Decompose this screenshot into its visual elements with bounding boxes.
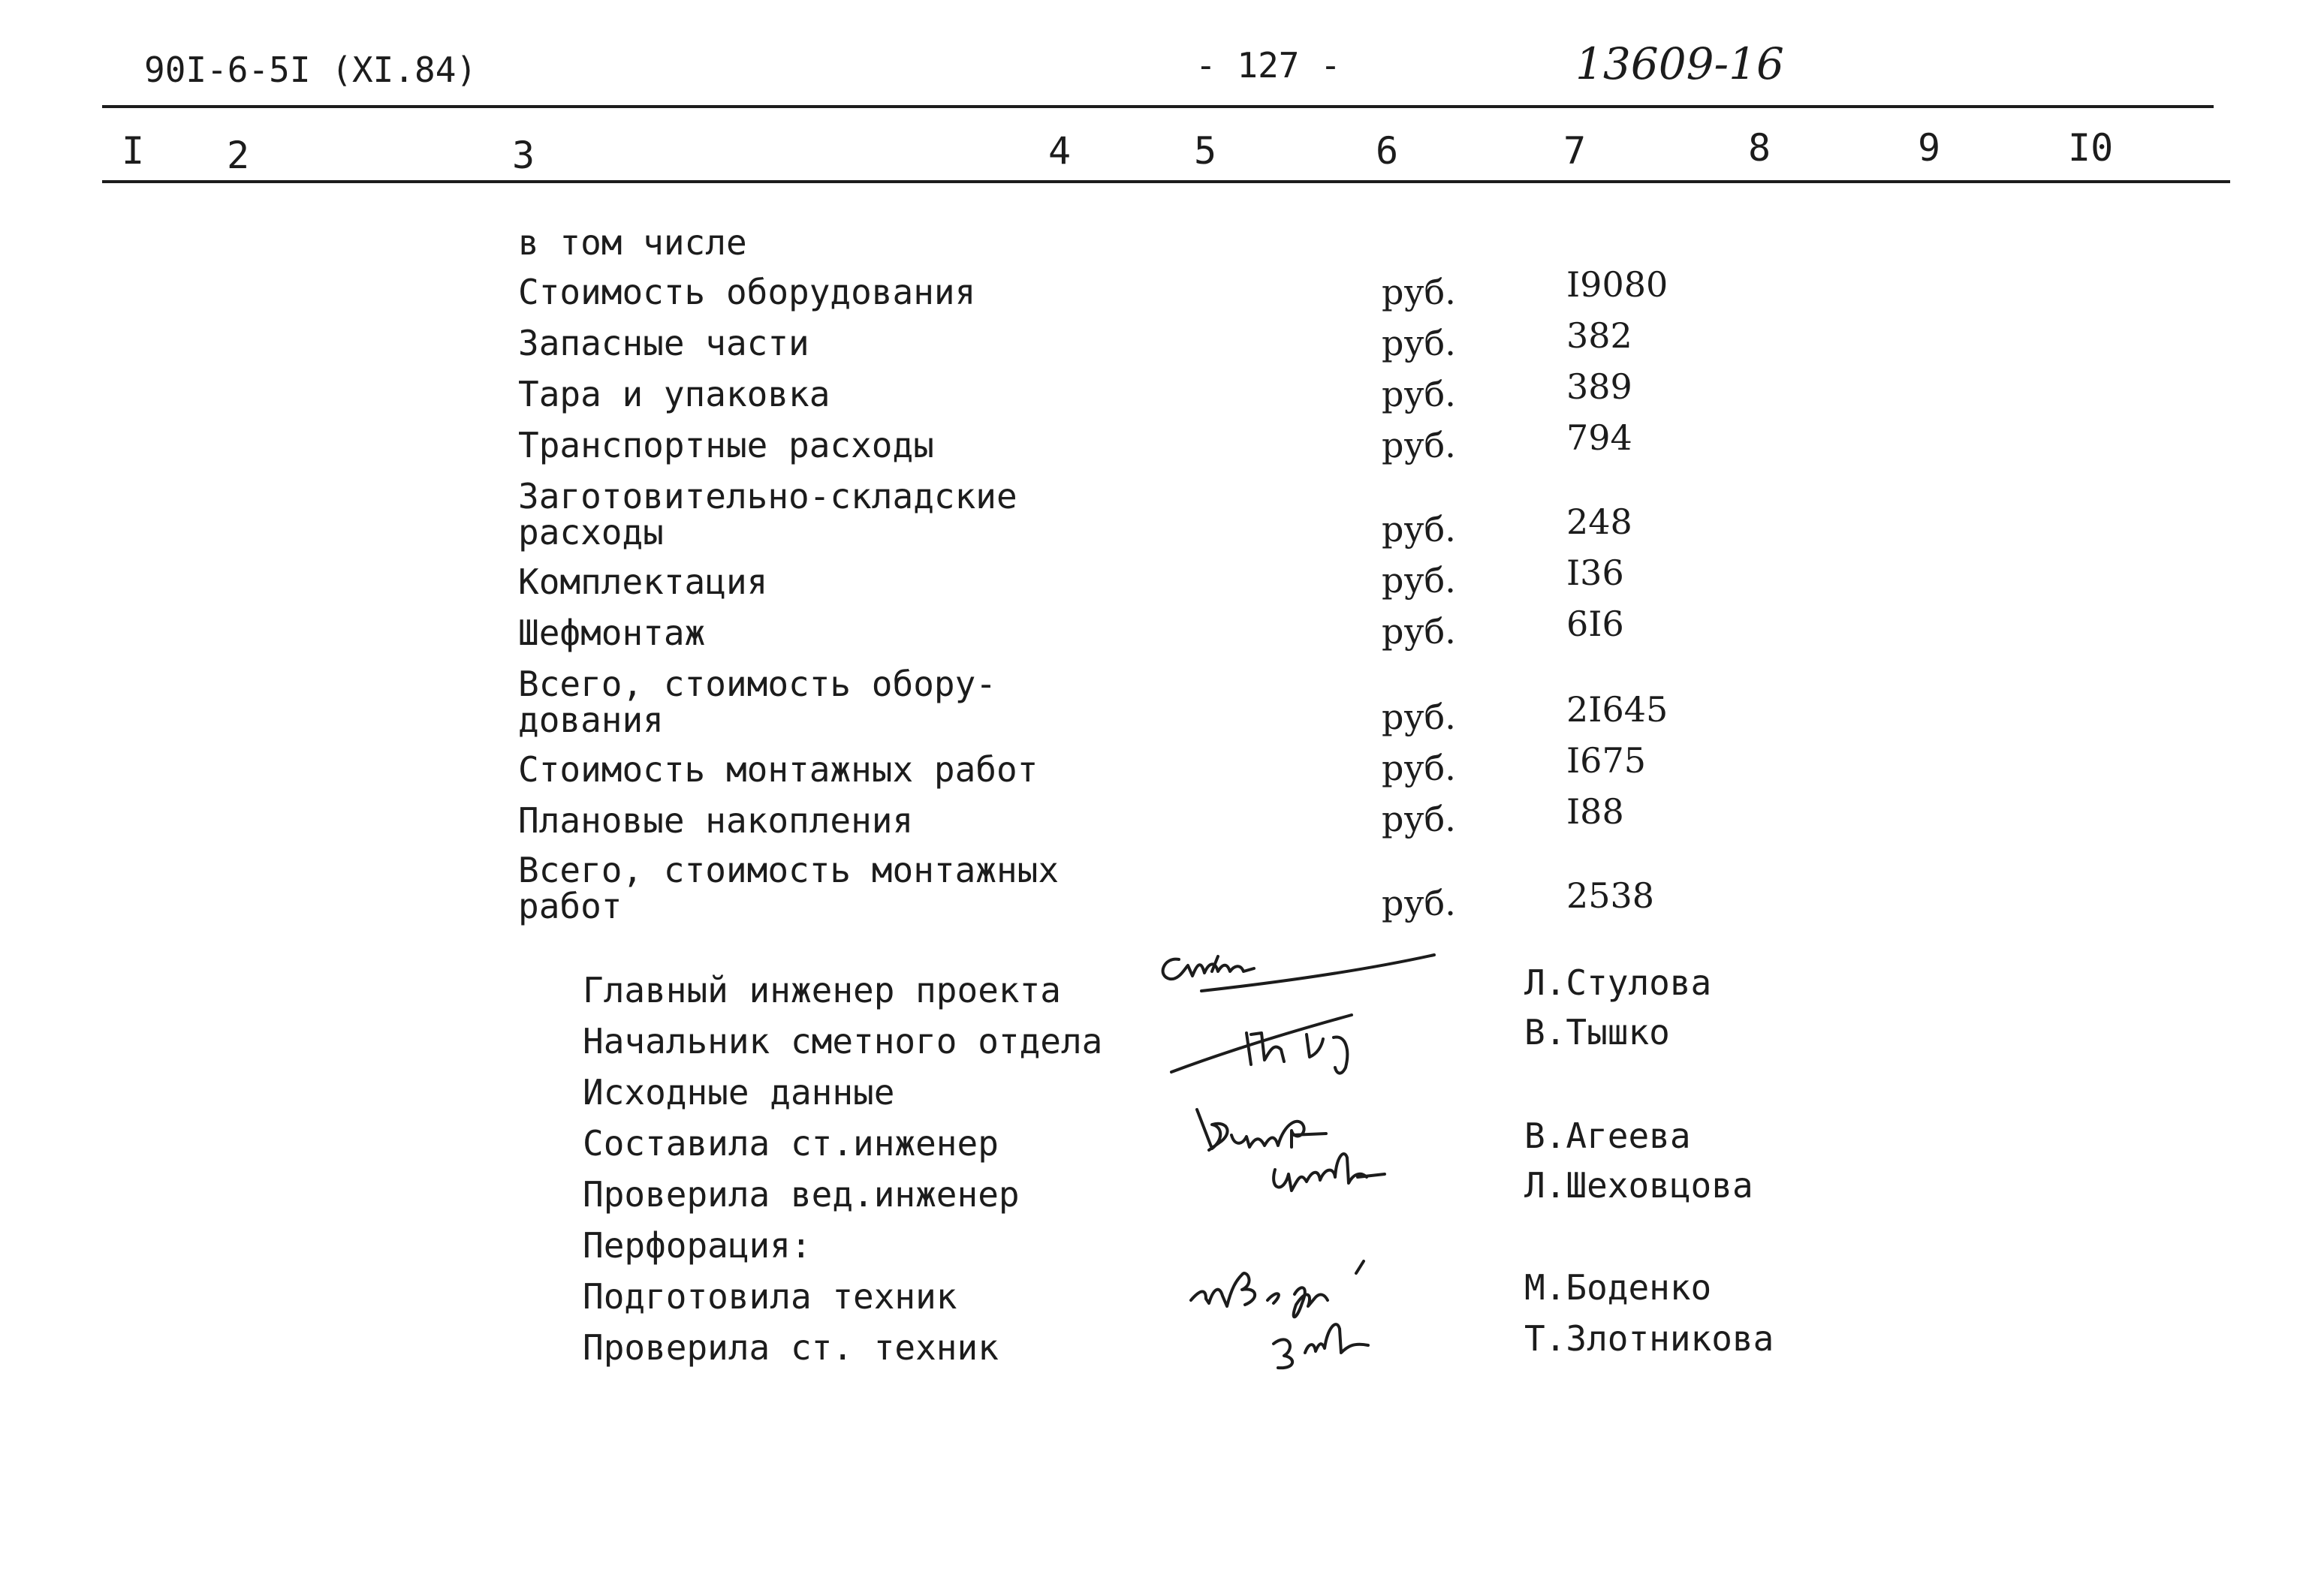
item-unit: руб. — [1382, 799, 1456, 839]
item-unit: руб. — [1382, 560, 1456, 601]
document-stamp-number: 13609-16 — [1575, 38, 1784, 89]
item-label: Плановые накопления — [518, 800, 914, 841]
item-value: 6I6 — [1566, 604, 1624, 644]
column-number-1: I — [122, 129, 145, 173]
item-unit: руб. — [1382, 323, 1456, 363]
signature-name: Л.Стулова — [1524, 962, 1712, 1003]
signature-name: Т.Злотникова — [1524, 1318, 1774, 1359]
item-unit: руб. — [1382, 425, 1456, 465]
item-value: I675 — [1566, 740, 1646, 781]
item-unit: руб. — [1382, 374, 1456, 414]
signature-name: Л.Шеховцова — [1524, 1165, 1753, 1206]
item-value: 2I645 — [1566, 689, 1668, 730]
item-unit: руб. — [1382, 697, 1456, 737]
signature-name: В.Тышко — [1524, 1012, 1670, 1052]
column-number-4: 4 — [1048, 129, 1072, 173]
item-value: 794 — [1566, 417, 1632, 458]
column-number-6: 6 — [1376, 129, 1399, 173]
item-label: Комплектация — [518, 562, 768, 602]
signature-role: Подготовила техник — [583, 1276, 957, 1317]
handwritten-signature — [1156, 989, 1442, 1080]
item-label: Всего, стоимость обору- — [518, 664, 996, 704]
item-label: Шефмонтаж — [518, 613, 706, 653]
signature-role: Начальник сметного отдела — [583, 1021, 1103, 1061]
signature-role: Перфорация: — [583, 1225, 812, 1266]
column-number-5: 5 — [1194, 129, 1217, 173]
item-unit: руб. — [1382, 611, 1456, 652]
item-value: I36 — [1566, 553, 1624, 593]
column-number-8: 8 — [1748, 126, 1771, 170]
item-label-continued: расходы — [518, 512, 664, 553]
handwritten-signature — [1183, 1258, 1431, 1371]
header-rule-bottom — [102, 180, 2230, 183]
item-label: Заготовительно-складские — [518, 476, 1017, 516]
handwritten-signature — [1186, 1093, 1427, 1206]
item-label: Тара и упаковка — [518, 374, 830, 414]
signature-role: Проверила вед.инженер — [583, 1174, 1020, 1215]
item-unit: руб. — [1382, 272, 1456, 312]
item-value: 389 — [1566, 366, 1632, 407]
item-unit: руб. — [1382, 748, 1456, 788]
item-label: Стоимость оборудования — [518, 272, 976, 312]
item-label: Стоимость монтажных работ — [518, 749, 1038, 790]
column-number-10: I0 — [2068, 126, 2114, 170]
item-value: 2538 — [1566, 875, 1655, 916]
item-unit: руб. — [1382, 883, 1456, 923]
column-number-3: 3 — [512, 134, 535, 177]
column-number-2: 2 — [227, 134, 250, 177]
item-label: Запасные части — [518, 323, 809, 363]
signature-role: Составила ст.инженер — [583, 1123, 999, 1164]
signature-name: М.Боденко — [1524, 1267, 1712, 1308]
header-rule-top — [102, 105, 2214, 108]
item-value: I88 — [1566, 791, 1624, 832]
item-label: Транспортные расходы — [518, 425, 934, 465]
item-label-continued: работ — [518, 886, 622, 926]
column-number-9: 9 — [1918, 126, 1941, 170]
document-code: 90I-6-5I (XI.84) — [144, 50, 478, 90]
item-label-continued: дования — [518, 700, 664, 740]
signature-role: Исходные данные — [583, 1072, 895, 1113]
signature-role: Главный инженер проекта — [583, 970, 1061, 1010]
signature-role: Проверила ст. техник — [583, 1327, 999, 1368]
item-value: 248 — [1566, 501, 1632, 542]
page-number: - 127 - — [1195, 45, 1341, 86]
item-value: 382 — [1566, 315, 1632, 356]
item-unit: руб. — [1382, 509, 1456, 550]
section-label: в том числе — [518, 222, 747, 263]
item-label: Всего, стоимость монтажных — [518, 850, 1060, 890]
item-value: I9080 — [1566, 264, 1668, 305]
signature-name: В.Агеева — [1524, 1116, 1691, 1156]
column-number-7: 7 — [1563, 129, 1587, 173]
